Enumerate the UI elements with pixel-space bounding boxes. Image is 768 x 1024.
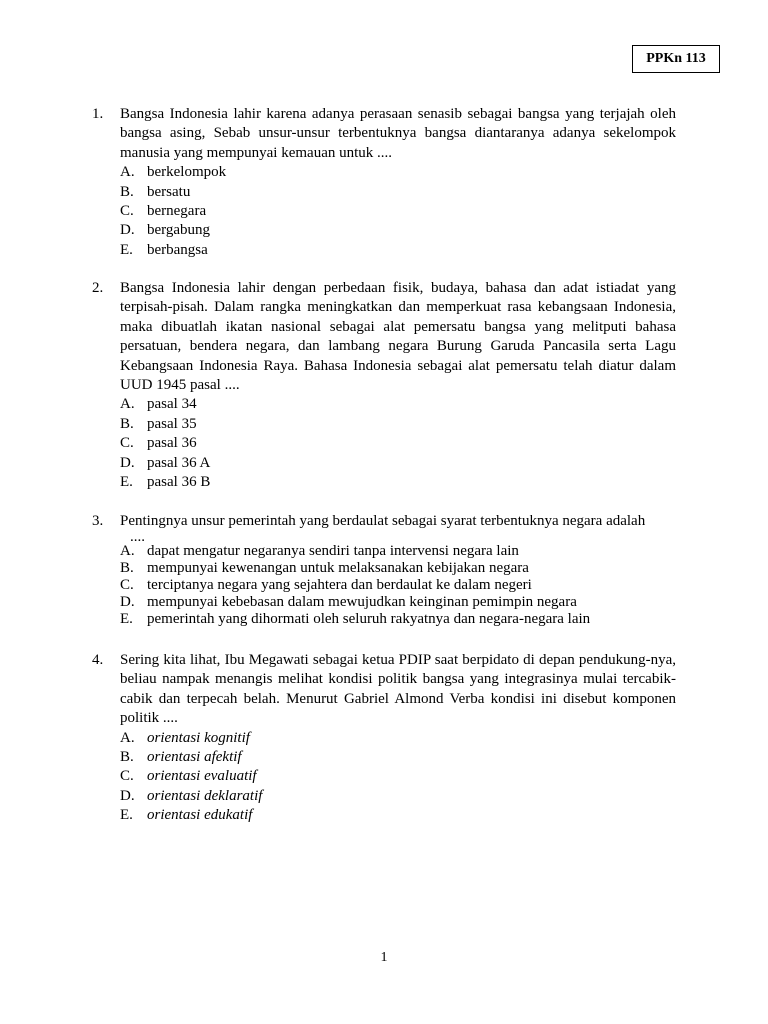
option-b [92, 560, 676, 577]
option-letter: C. [120, 768, 134, 785]
question-text: Bangsa Indonesia lahir karena adanya perasaan senasib sebagai bangsa yang terjajah oleh bangsa asing, Sebab unsur-unsur terbentuknya bangsa diantaranya adanya sekelompok manusia yang mempunyai kemauan untuk .... [120, 106, 676, 161]
option-letter: B. [120, 749, 134, 766]
option-text: orientasi afektif [147, 749, 242, 766]
option-letter: C. [120, 203, 134, 220]
question-number: 1. [92, 106, 104, 122]
option-letter: A. [120, 729, 135, 746]
option-letter: E. [120, 474, 133, 491]
option-letter: D. [120, 222, 135, 239]
question-stem [92, 512, 676, 531]
option-text: bergabung [147, 222, 211, 239]
option-letter: A. [120, 396, 135, 413]
option-d [92, 221, 676, 240]
option-a [92, 163, 676, 182]
option-letter: E. [120, 807, 133, 824]
question-text: Sering kita lihat, Ibu Megawati sebagai ketua PDIP saat berpidato di depan pendukung-nya, beliau nampak menangis melihat kondisi politik bangsa yang integrasinya mulai tercabik-cabik dan terpecah belah. Menurut Gabriel Almond Verba kondisi ini disebut komponen politik .... [120, 652, 676, 727]
question-text: Pentingnya unsur pemerintah yang berdaulat sebagai syarat terbentuknya negara adalah [120, 513, 646, 529]
option-letter: A. [120, 543, 135, 560]
option-letter: C. [120, 577, 134, 594]
option-b [92, 183, 676, 202]
option-text: pasal 36 B [147, 474, 211, 491]
question-stem [92, 105, 676, 163]
option-b [92, 415, 676, 434]
answer-options [92, 543, 676, 628]
option-text: mempunyai kewenangan untuk melaksanakan kebijakan negara [147, 560, 529, 577]
option-letter: B. [120, 560, 134, 577]
answer-options [92, 163, 676, 260]
option-e [92, 806, 676, 825]
question-stem [92, 651, 676, 729]
option-text: pasal 35 [147, 415, 197, 432]
option-text: orientasi edukatif [147, 807, 253, 824]
option-letter: A. [120, 164, 135, 181]
option-e [92, 241, 676, 260]
option-text: pemerintah yang dihormati oleh seluruh rakyatnya dan negara-negara lain [147, 611, 591, 628]
question-3 [92, 512, 676, 628]
option-text: pasal 34 [147, 396, 197, 413]
option-letter: C. [120, 435, 134, 452]
page-number: 1 [380, 950, 388, 965]
option-c [92, 202, 676, 221]
option-text: bersatu [147, 183, 191, 200]
option-text: orientasi deklaratif [147, 787, 263, 804]
course-code-box [632, 45, 720, 73]
option-a [92, 395, 676, 414]
question-number: 4. [92, 652, 104, 668]
option-letter: B. [120, 415, 134, 432]
option-e [92, 473, 676, 492]
option-d [92, 787, 676, 806]
option-d [92, 594, 676, 611]
option-letter: D. [120, 454, 135, 471]
question-2 [92, 279, 676, 492]
option-text: berkelompok [147, 164, 227, 181]
option-a [92, 729, 676, 748]
option-c [92, 434, 676, 453]
option-text: terciptanya negara yang sejahtera dan berdaulat ke dalam negeri [147, 577, 532, 594]
course-code: PPKn 113 [646, 51, 706, 66]
answer-options [92, 395, 676, 492]
option-a [92, 543, 676, 560]
option-letter: D. [120, 594, 135, 611]
option-text: orientasi evaluatif [147, 768, 257, 785]
option-text: orientasi kognitif [147, 729, 250, 746]
option-text: dapat mengatur negaranya sendiri tanpa intervensi negara lain [147, 543, 519, 560]
option-c [92, 767, 676, 786]
option-text: bernegara [147, 203, 207, 220]
option-text: pasal 36 A [147, 454, 211, 471]
question-4 [92, 651, 676, 826]
option-letter: E. [120, 611, 133, 628]
option-c [92, 577, 676, 594]
option-text: berbangsa [147, 241, 208, 258]
option-letter: D. [120, 787, 135, 804]
answer-options [92, 729, 676, 826]
question-number: 3. [92, 513, 104, 529]
question-number: 2. [92, 280, 104, 296]
option-b [92, 748, 676, 767]
option-letter: E. [120, 241, 133, 258]
question-stem [92, 279, 676, 395]
option-d [92, 454, 676, 473]
question-1 [92, 105, 676, 260]
option-e [92, 611, 676, 628]
question-stem-continuation: .... [130, 529, 145, 546]
question-text: Bangsa Indonesia lahir dengan perbedaan fisik, budaya, bahasa dan adat istiadat yang terpisah-pisah. Dalam rangka meningkatkan dan memperkuat rasa kebangsaan Indonesia, maka dibuatlah ikatan nasional sebagai alat pemersatu bangsa yang melitputi bahasa persatuan, bendera negara, dan lambang negara Burung Garuda Pancasila serta Lagu Kebangsaan Indonesia Raya. Bahasa Indonesia sebagai alat pemersatu telah diatur dalam UUD 1945 pasal .... [120, 280, 676, 394]
option-text: pasal 36 [147, 435, 197, 452]
option-text: mempunyai kebebasan dalam mewujudkan keinginan pemimpin negara [147, 594, 577, 611]
option-letter: B. [120, 183, 134, 200]
